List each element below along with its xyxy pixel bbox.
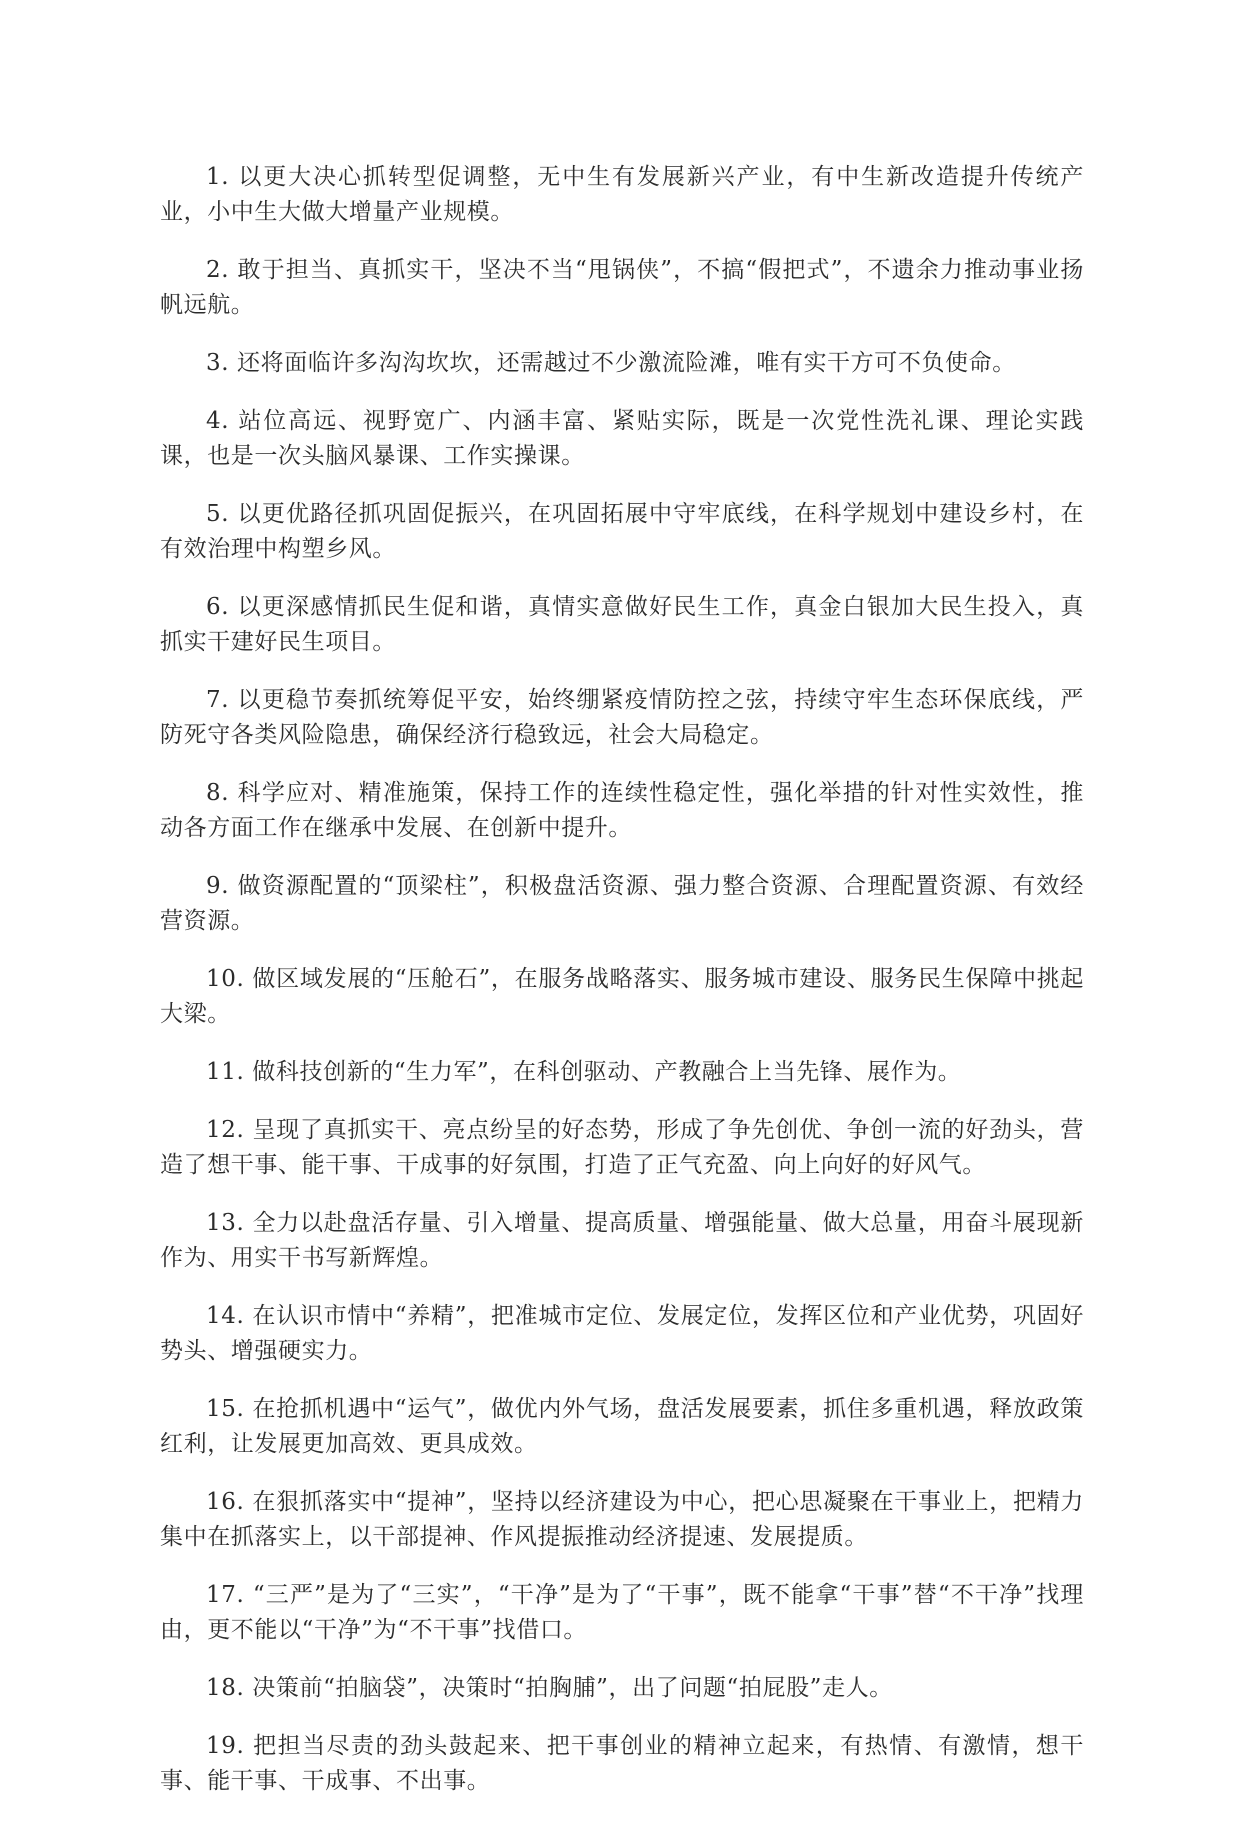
paragraph-4: 4. 站位高远、视野宽广、内涵丰富、紧贴实际，既是一次党性洗礼课、理论实践课，也是一次头脑风暴课、工作实操课。 [160, 408, 1084, 469]
paragraph-12: 12. 呈现了真抓实干、亮点纷呈的好态势，形成了争先创优、争创一流的好劲头，营造了想干事、能干事、干成事的好氛围，打造了正气充盈、向上向好的好风气。 [160, 1117, 1084, 1178]
paragraph-2: 2. 敢于担当、真抓实干，坚决不当“甩锅侠”，不搞“假把式”，不遗余力推动事业扬帆远航。 [160, 257, 1084, 318]
document-body [160, 160, 1084, 1822]
paragraph-1: 1. 以更大决心抓转型促调整，无中生有发展新兴产业，有中生新改造提升传统产业，小中生大做大增量产业规模。 [160, 164, 1084, 225]
paragraph-6: 6. 以更深感情抓民生促和谐，真情实意做好民生工作，真金白银加大民生投入，真抓实干建好民生项目。 [160, 594, 1084, 655]
paragraph-13: 13. 全力以赴盘活存量、引入增量、提高质量、增强能量、做大总量，用奋斗展现新作为、用实干书写新辉煌。 [160, 1210, 1084, 1271]
paragraph-9: 9. 做资源配置的“顶梁柱”，积极盘活资源、强力整合资源、合理配置资源、有效经营资源。 [160, 873, 1084, 934]
paragraph-7: 7. 以更稳节奏抓统筹促平安，始终绷紧疫情防控之弦，持续守牢生态环保底线，严防死守各类风险隐患，确保经济行稳致远，社会大局稳定。 [160, 687, 1084, 748]
paragraph-10: 10. 做区域发展的“压舱石”，在服务战略落实、服务城市建设、服务民生保障中挑起大梁。 [160, 966, 1084, 1027]
paragraph-16: 16. 在狠抓落实中“提神”，坚持以经济建设为中心，把心思凝聚在干事业上，把精力集中在抓落实上，以干部提神、作风提振推动经济提速、发展提质。 [160, 1489, 1084, 1550]
paragraph-15: 15. 在抢抓机遇中“运气”，做优内外气场，盘活发展要素，抓住多重机遇，释放政策红利，让发展更加高效、更具成效。 [160, 1396, 1084, 1457]
paragraph-17: 17. “三严”是为了“三实”，“干净”是为了“干事”，既不能拿“干事”替“不干净”找理由，更不能以“干净”为“不干事”找借口。 [160, 1582, 1084, 1643]
paragraph-11: 11. 做科技创新的“生力军”，在科创驱动、产教融合上当先锋、展作为。 [206, 1059, 962, 1085]
paragraph-19: 19. 把担当尽责的劲头鼓起来、把干事创业的精神立起来，有热情、有激情，想干事、能干事、干成事、不出事。 [160, 1733, 1084, 1794]
paragraph-5: 5. 以更优路径抓巩固促振兴，在巩固拓展中守牢底线，在科学规划中建设乡村，在有效治理中构塑乡风。 [160, 501, 1084, 562]
paragraph-3: 3. 还将面临许多沟沟坎坎，还需越过不少激流险滩，唯有实干方可不负使命。 [206, 350, 1016, 376]
paragraph-14: 14. 在认识市情中“养精”，把准城市定位、发展定位，发挥区位和产业优势，巩固好势头、增强硬实力。 [160, 1303, 1084, 1364]
paragraph-18: 18. 决策前“拍脑袋”，决策时“拍胸脯”，出了问题“拍屁股”走人。 [206, 1675, 893, 1701]
paragraph-8: 8. 科学应对、精准施策，保持工作的连续性稳定性，强化举措的针对性实效性，推动各方面工作在继承中发展、在创新中提升。 [160, 780, 1084, 841]
